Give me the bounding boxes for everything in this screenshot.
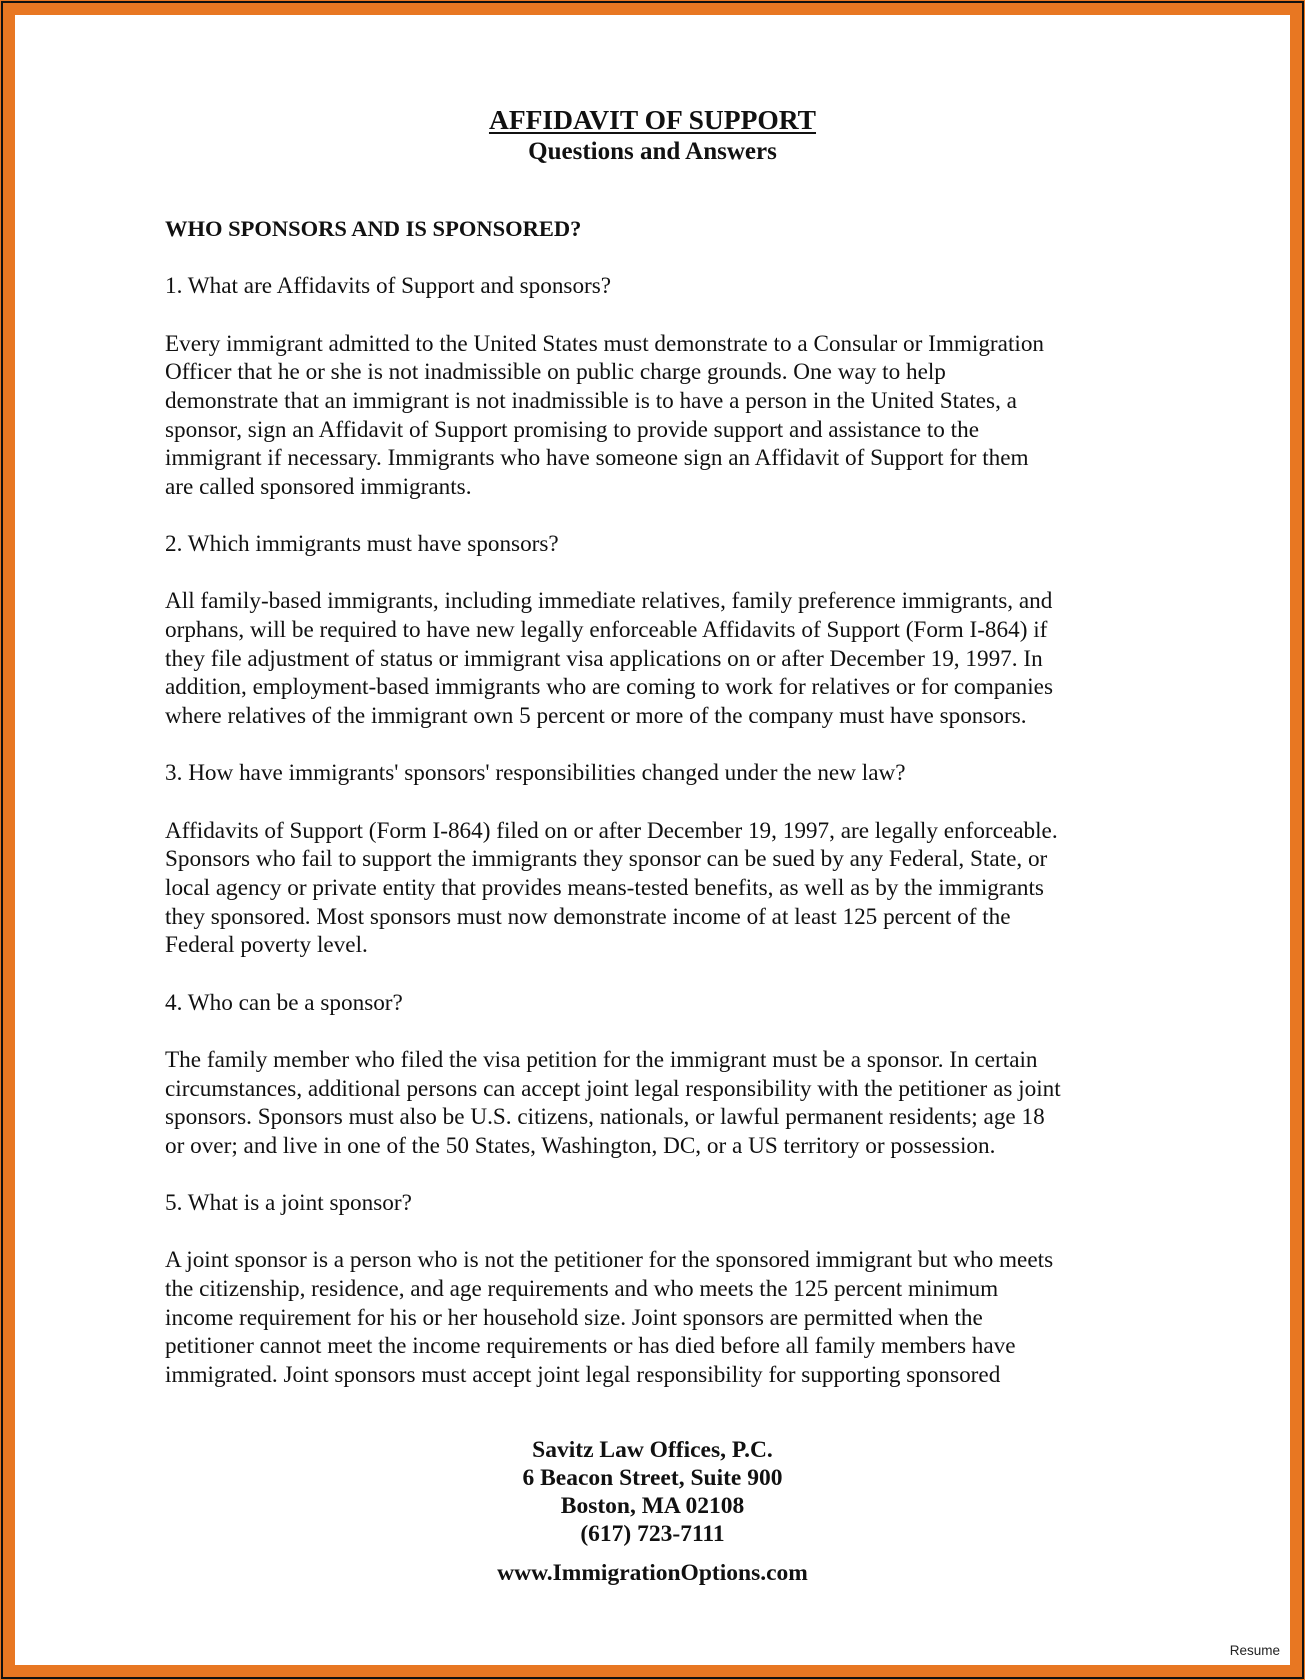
answer-1 xyxy=(165,330,1165,502)
section-heading: WHO SPONSORS AND IS SPONSORED? xyxy=(165,216,582,241)
resume-watermark: Resume xyxy=(1229,1643,1280,1658)
firm-name: Savitz Law Offices, P.C. xyxy=(532,1437,773,1463)
answer-line: or over; and live in one of the 50 States, Washington, DC, or a US territory or possession. xyxy=(165,1132,996,1159)
answer-line: immigrated. Joint sponsors must accept joint legal responsibility for supporting sponsored xyxy=(165,1362,1001,1389)
answer-line: All family-based immigrants, including immediate relatives, family preference immigrants, and xyxy=(165,588,1053,615)
address-line-1: 6 Beacon Street, Suite 900 xyxy=(522,1465,783,1491)
answer-line: orphans, will be required to have new legally enforceable Affidavits of Support (Form I-864) if xyxy=(165,617,1048,644)
answer-line: they file adjustment of status or immigrant visa applications on or after December 19, 1997. In xyxy=(165,645,1043,672)
answer-line: the citizenship, residence, and age requirements and who meets the 125 percent minimum xyxy=(165,1276,999,1303)
answer-line: demonstrate that an immigrant is not inadmissible is to have a person in the United States, a xyxy=(165,387,1017,414)
document-subtitle: Questions and Answers xyxy=(528,138,777,165)
answer-line: Officer that he or she is not inadmissible on public charge grounds. One way to help xyxy=(165,359,946,386)
answer-line: are called sponsored immigrants. xyxy=(165,473,472,500)
answer-2 xyxy=(165,587,1165,730)
title-block xyxy=(15,103,1290,167)
answer-line: Every immigrant admitted to the United States must demonstrate to a Consular or Immigration xyxy=(165,330,1045,357)
answer-line: Affidavits of Support (Form I-864) filed on or after December 19, 1997, are legally enforceable. xyxy=(165,817,1058,844)
document-body xyxy=(165,215,1165,1418)
answer-5 xyxy=(165,1246,1165,1389)
answer-3 xyxy=(165,817,1165,960)
answer-line: income requirement for his or her household size. Joint sponsors are permitted when the xyxy=(165,1304,983,1331)
answer-line: Sponsors who fail to support the immigrants they sponsor can be sued by any Federal, State, or xyxy=(165,846,1048,873)
answer-line: local agency or private entity that provides means-tested benefits, as well as by the immigrants xyxy=(165,875,1044,901)
answer-line: The family member who filed the visa petition for the immigrant must be a sponsor. In certain xyxy=(165,1046,1038,1073)
answer-line: immigrant if necessary. Immigrants who have someone sign an Affidavit of Support for them xyxy=(165,445,1029,472)
answer-line: they sponsored. Most sponsors must now demonstrate income of at least 125 percent of the xyxy=(165,903,1011,930)
address-line-2: Boston, MA 02108 xyxy=(560,1493,745,1519)
answer-line: petitioner cannot meet the income requirements or has died before all family members have xyxy=(165,1333,1016,1360)
answer-line: Federal poverty level. xyxy=(165,932,368,959)
answer-line: addition, employment-based immigrants who are coming to work for relatives or for companies xyxy=(165,674,1053,701)
question-2: 2. Which immigrants must have sponsors? xyxy=(165,531,559,558)
answer-line: circumstances, additional persons can accept joint legal responsibility with the petitioner as joint xyxy=(165,1075,1061,1102)
contact-footer xyxy=(15,1436,1290,1587)
question-4: 4. Who can be a sponsor? xyxy=(165,989,403,1016)
question-5: 5. What is a joint sponsor? xyxy=(165,1190,412,1217)
answer-line: sponsors. Sponsors must also be U.S. citizens, nationals, or lawful permanent residents; age 18 xyxy=(165,1104,1045,1131)
answer-line: sponsor, sign an Affidavit of Support promising to provide support and assistance to the xyxy=(165,416,979,443)
document-title: AFFIDAVIT OF SUPPORT xyxy=(488,104,817,135)
document-page xyxy=(15,15,1290,1665)
question-3: 3. How have immigrants' sponsors' responsibilities changed under the new law? xyxy=(165,760,906,787)
question-1: 1. What are Affidavits of Support and sponsors? xyxy=(165,273,612,300)
website-link[interactable]: www.ImmigrationOptions.com xyxy=(497,1560,808,1586)
answer-line: where relatives of the immigrant own 5 percent or more of the company must have sponsors. xyxy=(165,703,1027,730)
answer-line: A joint sponsor is a person who is not the petitioner for the sponsored immigrant but who meets xyxy=(165,1247,1054,1274)
answer-4 xyxy=(165,1046,1165,1161)
phone-number: (617) 723-7111 xyxy=(580,1521,725,1547)
